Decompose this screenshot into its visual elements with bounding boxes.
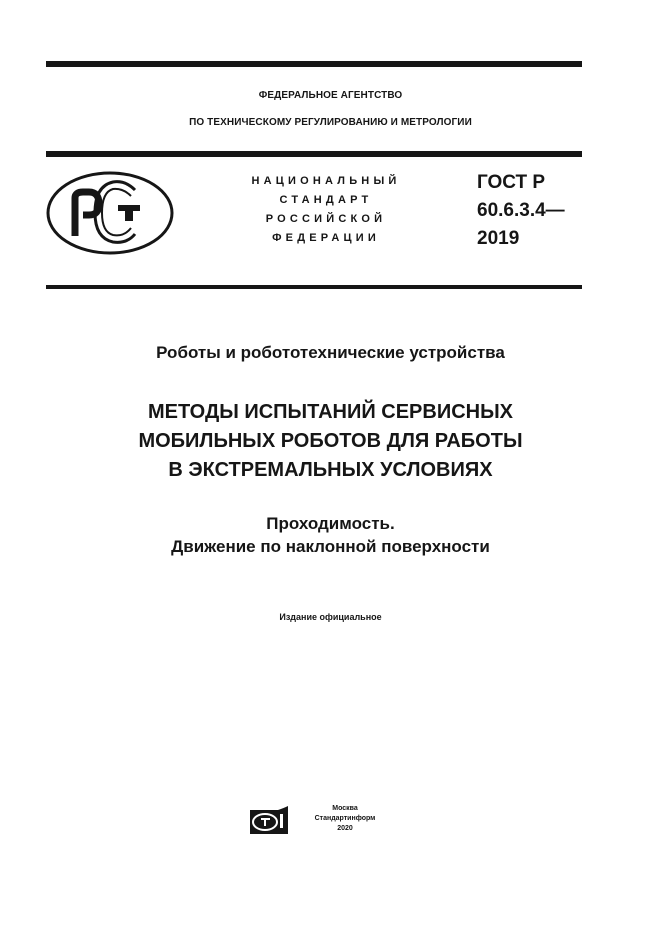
gost-line: 60.6.3.4— (477, 200, 565, 221)
gost-line: 2019 (477, 228, 520, 249)
national-line: РОССИЙСКОЙ (265, 213, 387, 225)
subtitle (0, 512, 661, 558)
national-standard-label (236, 172, 416, 248)
agency-name-line1: ФЕДЕРАЛЬНОЕ АГЕНТСТВО (258, 90, 403, 101)
national-line: СТАНДАРТ (279, 194, 373, 206)
gost-designation (477, 169, 565, 253)
publisher-city: Москва (332, 805, 358, 812)
subtitle-line: Проходимость. (266, 514, 395, 533)
publisher-name: Стандартинформ (314, 815, 376, 822)
gost-line: ГОСТ Р (477, 172, 546, 193)
main-title-line: В ЭКСТРЕМАЛЬНЫХ УСЛОВИЯХ (168, 459, 493, 481)
agency-name-line2: ПО ТЕХНИЧЕСКОМУ РЕГУЛИРОВАНИЮ И МЕТРОЛОГИИ (189, 117, 472, 128)
subtitle-line: Движение по наклонной поверхности (171, 537, 490, 556)
publisher-info (305, 804, 385, 834)
national-line: НАЦИОНАЛЬНЫЙ (251, 175, 401, 187)
publisher-year: 2020 (337, 825, 353, 832)
series-title: Роботы и робототехнические устройства (156, 343, 505, 362)
standartinform-logo-icon (248, 806, 290, 836)
top-rule (46, 61, 582, 67)
edition-label: Издание официальное (279, 612, 382, 622)
main-title (0, 398, 661, 485)
header-rule (46, 151, 582, 157)
main-title-line: МЕТОДЫ ИСПЫТАНИЙ СЕРВИСНЫХ (147, 401, 514, 423)
standard-block-rule (46, 285, 582, 289)
main-title-line: МОБИЛЬНЫХ РОБОТОВ ДЛЯ РАБОТЫ (138, 430, 523, 452)
gost-r-emblem-icon (45, 170, 175, 256)
national-line: ФЕДЕРАЦИИ (272, 232, 380, 244)
